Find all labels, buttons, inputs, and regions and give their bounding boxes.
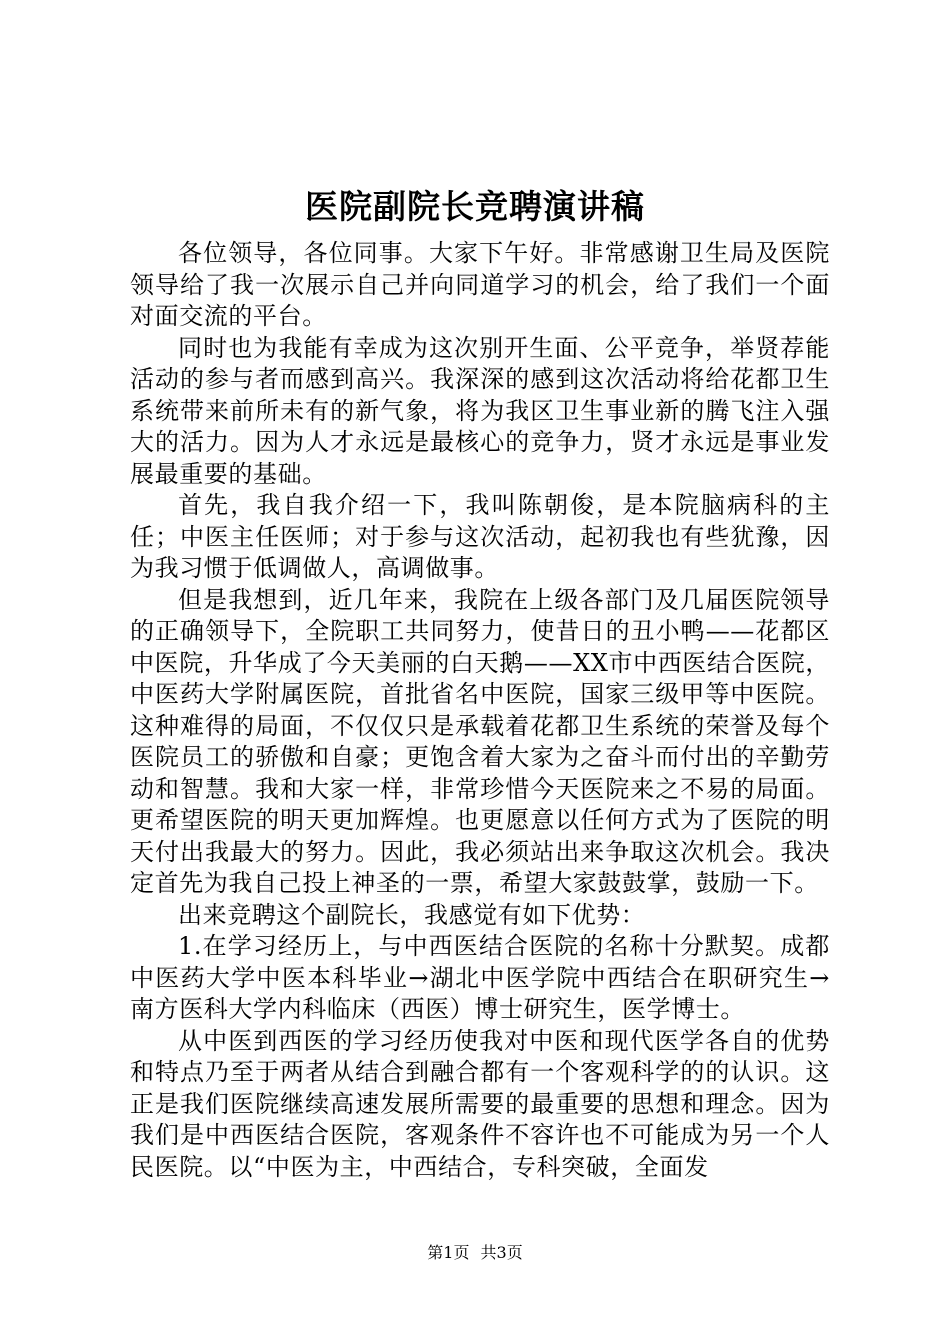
page-footer	[0, 1243, 950, 1263]
paragraph-self-intro: 首先，我自我介绍一下，我叫陈朝俊，是本院脑病科的主任；中医主任医师；对于参与这次活动，起初我也有些犹豫，因为我习惯于低调做人，高调做事。	[130, 491, 830, 582]
paragraph-advantages-intro: 出来竞聘这个副院长，我感觉有如下优势：	[178, 900, 646, 929]
paragraph-honor: 同时也为我能有幸成为这次别开生面、公平竞争，举贤荐能活动的参与者而感到高兴。我深深的感到这次活动将给花都卫生系统带来前所未有的新气象，将为我区卫生事业新的腾飞注入强大的活力。因为人才永远是最核心的竞争力，贤才永远是事业发展最重要的基础。	[130, 333, 830, 488]
paragraph-advantage-1: 1.在学习经历上，与中西医结合医院的名称十分默契。成都中医药大学中医本科毕业→湖北中医学院中西结合在职研究生→南方医科大学内科临床（西医）博士研究生，医学博士。	[130, 932, 830, 1023]
paragraph-greeting: 各位领导，各位同事。大家下午好。非常感谢卫生局及医院领导给了我一次展示自己并向同道学习的机会，给了我们一个面对面交流的平台。	[130, 239, 830, 330]
page-total: 共3页	[480, 1243, 523, 1262]
page-number: 第1页	[427, 1243, 470, 1262]
document-title: 医院副院长竞聘演讲稿	[305, 187, 645, 226]
document-body	[130, 238, 830, 1183]
paragraph-education-insight: 从中医到西医的学习经历使我对中医和现代医学各自的优势和特点乃至于两者从结合到融合都有一个客观科学的的认识。这正是我们医院继续高速发展所需要的最重要的思想和理念。因为我们是中西医结合医院，客观条件不容许也不可能成为另一个人民医院。以“中医为主，中西结合，专科突破，全面发	[130, 1026, 830, 1181]
paragraph-hospital-history: 但是我想到，近几年来，我院在上级各部门及几届医院领导的正确领导下，全院职工共同努力，使昔日的丑小鸭——花都区中医院，升华成了今天美丽的白天鹅——XX市中西医结合医院，中医药大学附属医院，首批省名中医院，国家三级甲等中医院。这种难得的局面，不仅仅只是承载着花都卫生系统的荣誉及每个医院员工的骄傲和自豪；更饱含着大家为之奋斗而付出的辛勤劳动和智慧。我和大家一样，非常珍惜今天医院来之不易的局面。更希望医院的明天更加辉煌。也更愿意以任何方式为了医院的明天付出我最大的努力。因此，我必须站出来争取这次机会。我决定首先为我自己投上神圣的一票，希望大家鼓鼓掌，鼓励一下。	[130, 585, 830, 897]
